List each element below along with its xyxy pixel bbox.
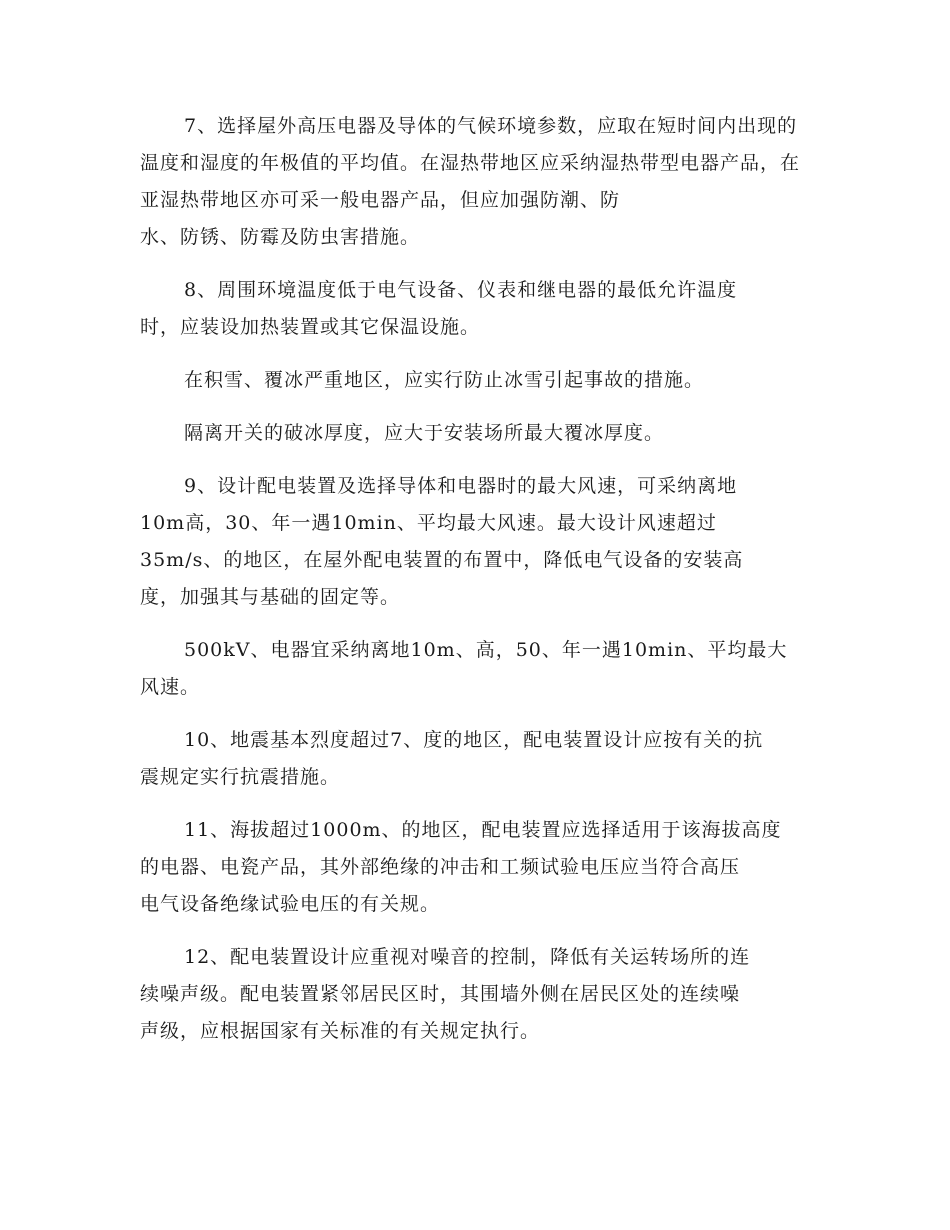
document-body [140, 108, 810, 1066]
paragraph-item-9: 9、设计配电装置及选择导体和电器时的最大风速，可采纳离地 10m高，30、年一遇10min、平均最大风速。最大设计风速超过 35m/s、的地区，在屋外配电装置的布置中，降低电气设备的安装高 度，加强其与基础的固定等。 [140, 475, 744, 608]
paragraph-item-8: 8、周围环境温度低于电气设备、仪表和继电器的最低允许温度 时，应装设加热装置或其它保温设施。 [140, 279, 738, 338]
paragraph-500kv-wind: 500kV、电器宜采纳离地10m、高，50、年一遇10min、平均最大 风速。 [140, 639, 788, 698]
paragraph-item-11: 11、海拔超过1000m、的地区，配电装置应选择适用于该海拔高度 的电器、电瓷产品，其外部绝缘的冲击和工频试验电压应当符合高压 电气设备绝缘试验电压的有关规。 [140, 819, 782, 915]
paragraph-snow-ice: 在积雪、覆冰严重地区，应实行防止冰雪引起事故的措施。 [184, 369, 705, 391]
paragraph-disconnector-ice: 隔离开关的破冰厚度，应大于安装场所最大覆冰厚度。 [184, 422, 665, 444]
paragraph-item-7: 7、选择屋外高压电器及导体的气候环境参数，应取在短时间内出现的温度和湿度的年极值的平均值。在湿热带地区应采纳湿热带型电器产品，在亚湿热带地区亦可采一般电器产品，但应加强防潮、防 水、防锈、防霉及防虫害措施。 [140, 115, 801, 248]
paragraph-item-12: 12、配电装置设计应重视对噪音的控制，降低有关运转场所的连 续噪声级。配电装置紧邻居民区时，其围墙外侧在居民区处的连续噪 声级，应根据国家有关标准的有关规定执行。 [140, 946, 751, 1042]
paragraph-item-10: 10、地震基本烈度超过7、度的地区，配电装置设计应按有关的抗 震规定实行抗震措施。 [140, 729, 764, 788]
